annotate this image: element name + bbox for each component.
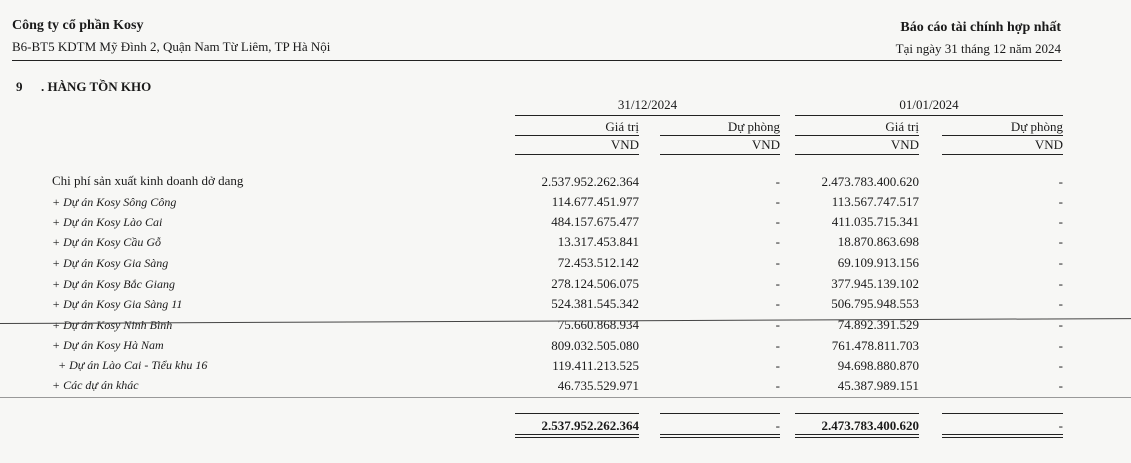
- row-label-song-cong: + Dự án Kosy Sông Công: [52, 195, 177, 209]
- row-value-2024: 114.677.451.977: [551, 194, 639, 209]
- row-provision-2023: -: [1058, 276, 1063, 291]
- row-provision-2024: -: [775, 255, 780, 270]
- unit-underline-4: [942, 154, 1063, 155]
- row-value-2023: 113.567.747.517: [831, 194, 919, 209]
- total-topline-3: [795, 413, 919, 414]
- row-provision-2023: -: [1058, 358, 1063, 373]
- row-value-2023: 506.795.948.553: [831, 296, 919, 311]
- row-label-gia-sang-11: + Dự án Kosy Gia Sàng 11: [52, 297, 183, 311]
- row-value-2024: 46.735.529.971: [557, 378, 639, 393]
- row-provision-2024: -: [775, 276, 780, 291]
- row-label-gia-sang: + Dự án Kosy Gia Sàng: [52, 256, 169, 270]
- report-date: Tại ngày 31 tháng 12 năm 2024: [895, 41, 1061, 56]
- total-double-underline-3: [795, 434, 919, 438]
- scan-line-2: [0, 397, 1131, 398]
- header-divider: [12, 60, 1062, 61]
- row-value-2024: 13.317.453.841: [557, 234, 639, 249]
- row-value-2023: 377.945.139.102: [831, 276, 919, 291]
- row-provision-2023: -: [1058, 194, 1063, 209]
- row-provision-2024: -: [775, 194, 780, 209]
- row-provision-2023: -: [1058, 378, 1063, 393]
- row-label-tieu-khu-16: + Dự án Lào Cai - Tiểu khu 16: [58, 358, 208, 372]
- col-underline-1: [515, 135, 639, 136]
- row-value-2023: 2.473.783.400.620: [821, 174, 919, 189]
- company-address: B6-BT5 KDTM Mỹ Đình 2, Quận Nam Từ Liêm, TP Hà Nội: [12, 39, 331, 54]
- row-provision-2023: -: [1058, 234, 1063, 249]
- total-topline-1: [515, 413, 639, 414]
- col-header-provision-1: Dự phòng: [727, 119, 780, 134]
- row-label-cau-go: + Dự án Kosy Cầu Gỗ: [52, 235, 161, 249]
- period-underline-1: [515, 115, 780, 116]
- row-value-2024: 75.660.868.934: [557, 317, 639, 332]
- unit-label-3: VND: [890, 137, 919, 152]
- company-name: Công ty cổ phần Kosy: [12, 18, 144, 33]
- unit-underline-3: [795, 154, 919, 155]
- unit-label-1: VND: [610, 137, 639, 152]
- row-value-2024: 278.124.506.075: [551, 276, 639, 291]
- row-provision-2024: -: [775, 338, 780, 353]
- row-value-2023: 18.870.863.698: [837, 234, 919, 249]
- row-value-2024: 2.537.952.262.364: [541, 174, 639, 189]
- total-topline-2: [660, 413, 780, 414]
- col-header-value-1: Giá trị: [605, 119, 639, 134]
- total-double-underline-2: [660, 434, 780, 438]
- unit-underline-2: [660, 154, 780, 155]
- row-value-2024: 72.453.512.142: [557, 255, 639, 270]
- row-value-2023: 94.698.880.870: [837, 358, 919, 373]
- row-provision-2023: -: [1058, 214, 1063, 229]
- period-underline-2: [795, 115, 1063, 116]
- row-label-ninh-binh: + Dự án Kosy Ninh Bình: [52, 318, 173, 332]
- row-value-2023: 411.035.715.341: [831, 214, 919, 229]
- row-provision-2024: -: [775, 358, 780, 373]
- total-double-underline-4: [942, 434, 1063, 438]
- col-header-provision-2: Dự phòng: [1010, 119, 1063, 134]
- section-title: . HÀNG TỒN KHO: [41, 79, 152, 94]
- col-header-value-2: Giá trị: [885, 119, 919, 134]
- row-provision-2023: -: [1058, 174, 1063, 189]
- row-value-2023: 69.109.913.156: [837, 255, 919, 270]
- row-label-bac-giang: + Dự án Kosy Bắc Giang: [52, 277, 175, 291]
- unit-underline-1: [515, 154, 639, 155]
- row-label-wip: Chi phí sản xuất kinh doanh dở dang: [52, 173, 244, 188]
- row-value-2024: 809.032.505.080: [551, 338, 639, 353]
- total-value-2024: 2.537.952.262.364: [541, 418, 639, 433]
- row-provision-2024: -: [775, 234, 780, 249]
- row-label-other: + Các dự án khác: [52, 378, 139, 392]
- section-number: 9: [16, 79, 23, 94]
- row-provision-2023: -: [1058, 317, 1063, 332]
- unit-label-2: VND: [751, 137, 780, 152]
- row-value-2024: 119.411.213.525: [552, 358, 639, 373]
- row-provision-2024: -: [775, 214, 780, 229]
- report-title: Báo cáo tài chính hợp nhất: [900, 20, 1061, 35]
- row-provision-2023: -: [1058, 296, 1063, 311]
- row-label-ha-nam: + Dự án Kosy Hà Nam: [52, 338, 164, 352]
- row-provision-2024: -: [775, 317, 780, 332]
- col-underline-2: [660, 135, 780, 136]
- total-provision-2024: -: [775, 418, 780, 433]
- row-value-2023: 74.892.391.529: [837, 317, 919, 332]
- row-value-2023: 761.478.811.703: [831, 338, 919, 353]
- total-topline-4: [942, 413, 1063, 414]
- row-provision-2023: -: [1058, 338, 1063, 353]
- period-header-2024-12-31: 31/12/2024: [617, 97, 678, 112]
- row-provision-2024: -: [775, 378, 780, 393]
- row-provision-2024: -: [775, 174, 780, 189]
- total-value-2023: 2.473.783.400.620: [821, 418, 919, 433]
- col-underline-4: [942, 135, 1063, 136]
- total-double-underline-1: [515, 434, 639, 438]
- row-provision-2024: -: [775, 296, 780, 311]
- row-value-2024: 524.381.545.342: [551, 296, 639, 311]
- row-label-lao-cai: + Dự án Kosy Lào Cai: [52, 215, 163, 229]
- row-value-2024: 484.157.675.477: [551, 214, 639, 229]
- row-provision-2023: -: [1058, 255, 1063, 270]
- row-value-2023: 45.387.989.151: [837, 378, 919, 393]
- period-header-2024-01-01: 01/01/2024: [899, 97, 959, 112]
- total-provision-2023: -: [1058, 418, 1063, 433]
- unit-label-4: VND: [1034, 137, 1063, 152]
- col-underline-3: [795, 135, 919, 136]
